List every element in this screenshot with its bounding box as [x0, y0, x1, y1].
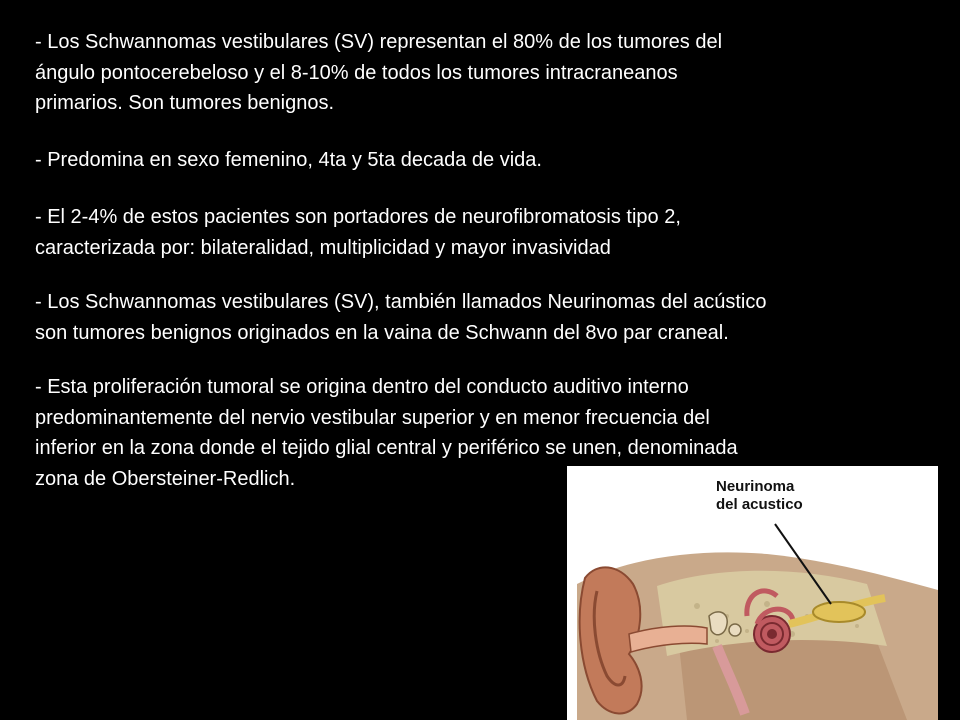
paragraph-sv-percentage: - Los Schwannomas vestibulares (SV) representan el 80% de los tumores del ángulo pontocerebeloso y el 8-10% de todos los tumores intracraneanos primarios. Son tumores benignos.	[35, 31, 723, 114]
paragraph-sex-predominance: - Predomina en sexo femenino, 4ta y 5ta decada de vida.	[35, 149, 542, 171]
figure-label: Neurinoma del acustico	[716, 478, 803, 513]
paragraph-neurofibromatosis: - El 2-4% de estos pacientes son portadores de neurofibromatosis tipo 2, caracterizada por: bilateralidad, multiplicidad y mayor invasividad	[35, 206, 681, 259]
paragraph-origin: - Esta proliferación tumoral se origina dentro del conducto auditivo interno predominantemente del nervio vestibular superior y en menor frecuencia del inferior en la zona donde el tejido glial central y periférico se unen, denominada zona de Obersteiner-Redlich.	[35, 376, 738, 490]
paragraph-definition: - Los Schwannomas vestibulares (SV), también llamados Neurinomas del acústico son tumores benignos originados en la vaina de Schwann del 8vo par craneal.	[35, 291, 767, 344]
ear-anatomy-figure	[567, 466, 938, 720]
